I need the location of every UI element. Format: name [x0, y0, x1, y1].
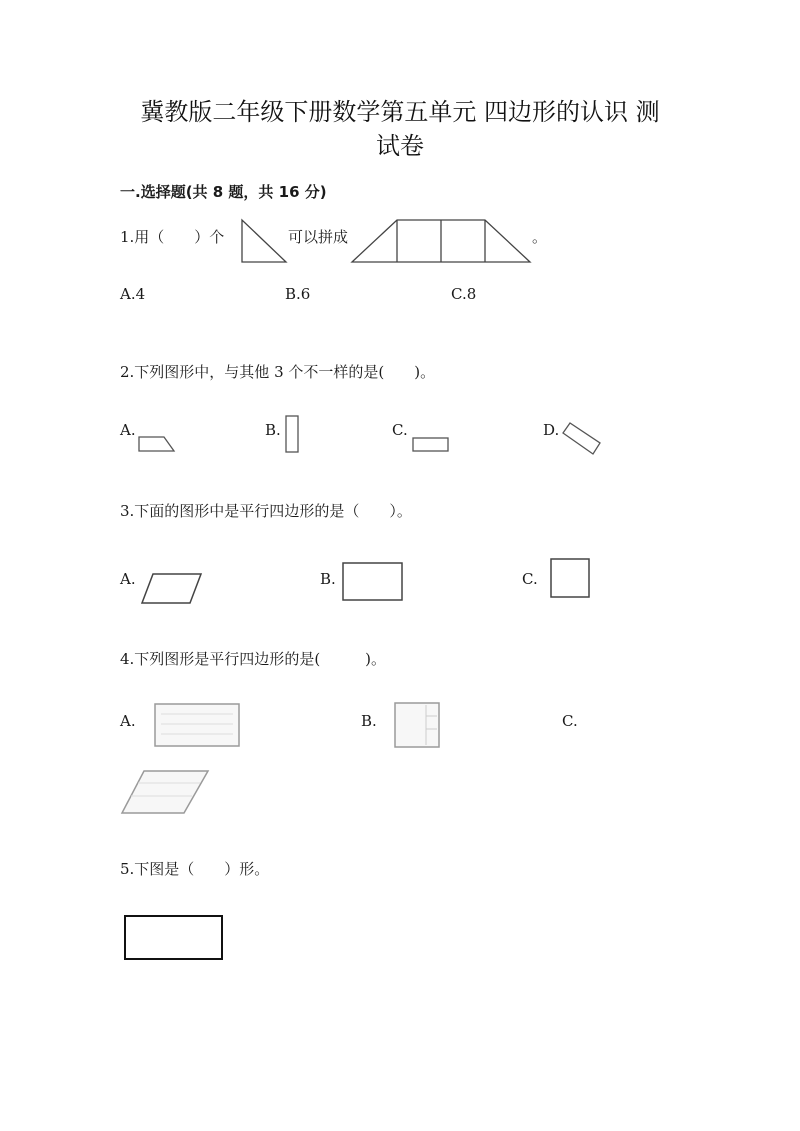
q1-option-c[interactable]: C.8: [451, 285, 477, 303]
q3-option-a[interactable]: A.: [120, 570, 136, 588]
q4-parallelogram-image: [120, 769, 210, 815]
q2-rotated-rectangle-shape: [560, 420, 604, 458]
page-title-line-2: 试卷: [376, 132, 424, 160]
q5-rectangle-shape: [123, 914, 225, 962]
q1-option-a[interactable]: A.4: [120, 285, 146, 303]
q2-option-d[interactable]: D.: [543, 421, 560, 439]
right-triangle-figure: [240, 218, 290, 264]
q2-text: 2.下列图形中，与其他 3 个不一样的是( )。: [120, 363, 436, 381]
page-title-line-1: 冀教版二年级下册数学第五单元 四边形的认识 测: [140, 98, 660, 126]
q2-flat-rectangle-shape: [411, 436, 451, 453]
q3-rectangle-shape: [341, 561, 405, 603]
q4-option-c[interactable]: C.: [562, 712, 578, 730]
q4-rectangle-image: [153, 702, 241, 748]
q2-option-b[interactable]: B.: [265, 421, 281, 439]
q4-option-a[interactable]: A.: [120, 712, 136, 730]
q3-parallelogram-shape: [140, 572, 204, 606]
trapezoid-figure: [350, 218, 532, 264]
q5-text: 5.下图是（ ）形。: [120, 860, 270, 878]
q4-option-b[interactable]: B.: [361, 712, 377, 730]
q2-option-c[interactable]: C.: [392, 421, 408, 439]
q3-option-b[interactable]: B.: [320, 570, 336, 588]
q2-trapezoid-shape: [137, 435, 177, 453]
q1-prefix: 1.用（ ）个: [120, 228, 225, 246]
q1-middle: 可以拼成: [288, 228, 349, 246]
q2-option-a[interactable]: A.: [120, 421, 136, 439]
q3-text: 3.下面的图形中是平行四边形的是（ ）。: [120, 502, 412, 520]
section-heading: 一.选择题(共 8 题，共 16 分): [120, 183, 327, 201]
q1-suffix: 。: [532, 228, 548, 246]
q4-text: 4.下列图形是平行四边形的是( )。: [120, 650, 387, 668]
q1-option-b[interactable]: B.6: [285, 285, 311, 303]
q3-option-c[interactable]: C.: [522, 570, 538, 588]
q3-square-shape: [549, 557, 591, 599]
q4-square-image: [393, 701, 441, 749]
q2-tall-rectangle-shape: [284, 414, 300, 454]
